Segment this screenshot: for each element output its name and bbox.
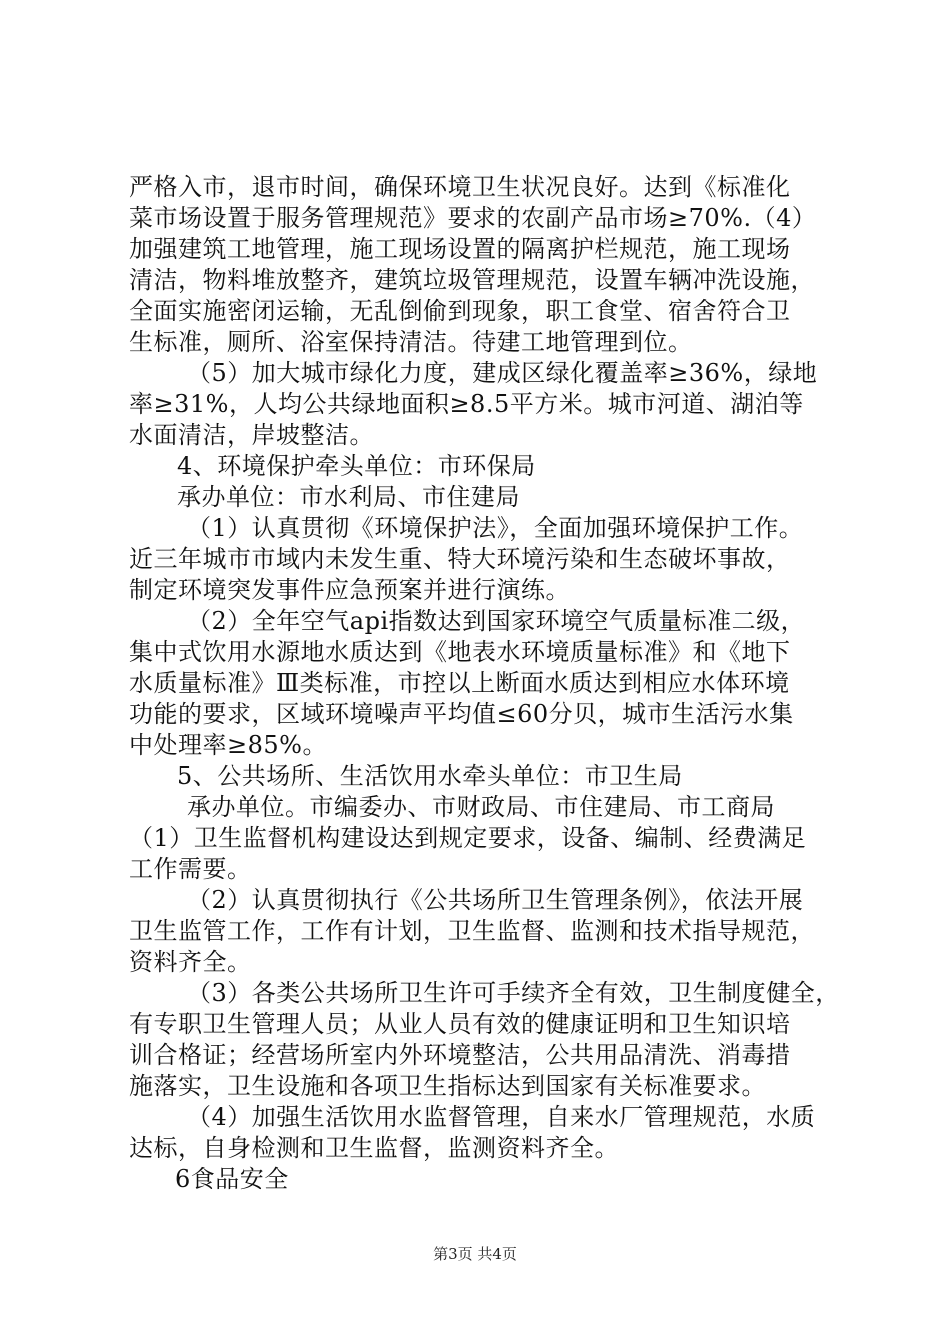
text-line: 清洁，物料堆放整齐，建筑垃圾管理规范，设置车辆冲洗设施， <box>129 266 815 294</box>
section-heading: 6食品安全 <box>175 1165 289 1193</box>
text-line: 生标准，厕所、浴室保持清洁。待建工地管理到位。 <box>129 328 693 356</box>
text-line: 训合格证；经营场所室内外环境整洁，公共用品清洗、消毒措 <box>129 1041 791 1069</box>
text-line: 制定环境突发事件应急预案并进行演练。 <box>129 576 570 604</box>
text-line: 达标，自身检测和卫生监督，监测资料齐全。 <box>129 1134 619 1162</box>
text-line: 集中式饮用水源地水质达到《地表水环境质量标准》和《地下 <box>129 638 791 666</box>
text-line: 资料齐全。 <box>129 948 252 976</box>
text-line: 水面清洁，岸坡整洁。 <box>129 421 374 449</box>
text-line: 全面实施密闭运输，无乱倒偷到现象，职工食堂、宿舍符合卫 <box>129 297 791 325</box>
section-heading: 5、公共场所、生活饮用水牵头单位：市卫生局 <box>177 762 683 790</box>
text-line: 施落实，卫生设施和各项卫生指标达到国家有关标准要求。 <box>129 1072 766 1100</box>
document-body <box>129 172 849 1195</box>
paragraph-start: （2）全年空气api指数达到国家环境空气质量标准二级， <box>187 607 806 635</box>
text-line: （1）卫生监督机构建设达到规定要求，设备、编制、经费满足 <box>129 824 807 852</box>
text-line: 加强建筑工地管理，施工现场设置的隔离护栏规范，施工现场 <box>129 235 791 263</box>
paragraph-start: （2）认真贯彻执行《公共场所卫生管理条例》，依法开展 <box>187 886 804 914</box>
paragraph-start: （1）认真贯彻《环境保护法》，全面加强环境保护工作。 <box>187 514 804 542</box>
text-line: 中处理率≥85%。 <box>129 731 327 759</box>
page-number-footer: 第3页 共4页 <box>433 1245 517 1263</box>
text-line: 水质量标准》Ⅲ类标准，市控以上断面水质达到相应水体环境 <box>129 669 790 697</box>
text-line: 菜市场设置于服务管理规范》要求的农副产品市场≥70%.（4） <box>129 204 817 232</box>
text-line: 功能的要求，区域环境噪声平均值≤60分贝，城市生活污水集 <box>129 700 794 728</box>
text-line: 有专职卫生管理人员；从业人员有效的健康证明和卫生知识培 <box>129 1010 791 1038</box>
section-heading: 4、环境保护牵头单位：市环保局 <box>177 452 536 480</box>
organizer-line: 承办单位：市水利局、市住建局 <box>177 483 520 511</box>
text-line: 近三年城市市域内未发生重、特大环境污染和生态破坏事故， <box>129 545 791 573</box>
paragraph-start: （5）加大城市绿化力度，建成区绿化覆盖率≥36%，绿地 <box>187 359 818 387</box>
paragraph-start: （3）各类公共场所卫生许可手续齐全有效，卫生制度健全， <box>187 979 840 1007</box>
organizer-line: 承办单位。市编委办、市财政局、市住建局、市工商局 <box>187 793 775 821</box>
text-line: 严格入市，退市时间，确保环境卫生状况良好。达到《标准化 <box>129 173 791 201</box>
text-line: 工作需要。 <box>129 855 252 883</box>
paragraph-start: （4）加强生活饮用水监督管理，自来水厂管理规范，水质 <box>187 1103 816 1131</box>
text-line: 卫生监管工作，工作有计划，卫生监督、监测和技术指导规范， <box>129 917 815 945</box>
text-line: 率≥31%，人均公共绿地面积≥8.5平方米。城市河道、湖泊等 <box>129 390 804 418</box>
